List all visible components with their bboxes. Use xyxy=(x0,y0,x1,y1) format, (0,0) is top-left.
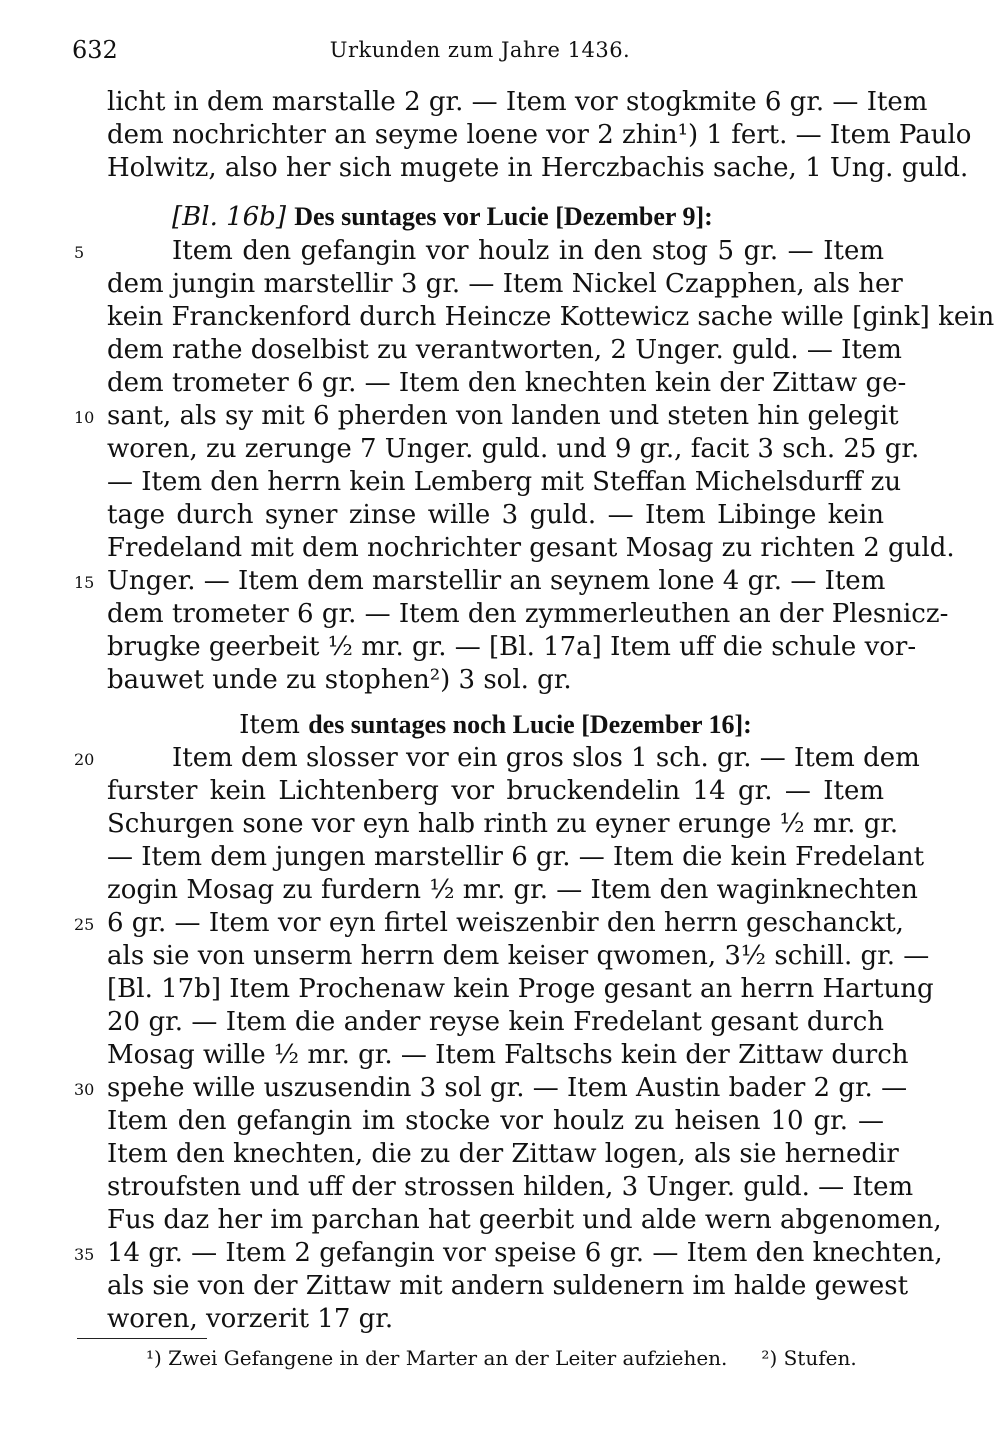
text-line: Item den knechten, die zu der Zittaw logen, als sie hernedir xyxy=(107,1139,899,1169)
line-number: 20 xyxy=(74,750,95,769)
text-line: brugke geerbeit ½ mr. gr. — [Bl. 17a] Item uff die schule vor- xyxy=(107,632,917,662)
line-number: 35 xyxy=(74,1245,95,1264)
footnote-rule xyxy=(77,1338,207,1339)
text-line: Item dem slosser vor ein gros slos 1 sch. gr. — Item dem xyxy=(172,743,920,773)
text-line: Unger. — Item dem marstellir an seynem lone 4 gr. — Item xyxy=(107,566,886,596)
text-line: spehe wille uszusendin 3 sol gr. — Item Austin bader 2 gr. — xyxy=(107,1073,908,1103)
text-line: sant, als sy mit 6 pherden von landen und steten hin gelegit xyxy=(107,401,899,431)
text-line: 14 gr. — Item 2 gefangin vor speise 6 gr. — Item den knechten, xyxy=(107,1238,943,1268)
heading-prefix: Item xyxy=(239,710,300,740)
text-line: Mosag wille ½ mr. gr. — Item Faltschs kein der Zittaw durch xyxy=(107,1040,909,1070)
text-line: Fredeland mit dem nochrichter gesant Mosag zu richten 2 guld. xyxy=(107,533,955,563)
text-line: woren, vorzerit 17 gr. xyxy=(107,1304,394,1334)
text-line: Holwitz, also her sich mugete in Herczbachis sache, 1 Ung. guld. xyxy=(107,153,969,183)
page-number: 632 xyxy=(72,36,118,64)
text-line: bauwet unde zu stophen²) 3 sol. gr. xyxy=(107,665,572,695)
text-line: 20 gr. — Item die ander reyse kein Fredelant gesant durch xyxy=(107,1007,884,1037)
footnotes xyxy=(146,1345,857,1371)
text-line: — Item den herrn kein Lemberg mit Steffan Michelsdurff zu xyxy=(107,467,902,497)
footnote-1: ¹) Zwei Gefangene in der Marter an der Leiter aufziehen. xyxy=(146,1346,728,1370)
text-line: Item den gefangin vor houlz in den stog 5 gr. — Item xyxy=(172,236,884,266)
text-line: zogin Mosag zu furdern ½ mr. gr. — Item den waginknechten xyxy=(107,875,918,905)
line-number: 30 xyxy=(74,1080,95,1099)
text-line: dem rathe doselbist zu verantworten, 2 Unger. guld. — Item xyxy=(107,335,902,365)
section-heading xyxy=(172,201,884,233)
line-number: 25 xyxy=(74,915,95,934)
text-line: dem jungin marstellir 3 gr. — Item Nickel Czapphen, als her xyxy=(107,269,903,299)
text-line: Schurgen sone vor eyn halb rinth zu eyner erunge ½ mr. gr. xyxy=(107,809,899,839)
text-line: stroufsten und uff der strossen hilden, 3 Unger. guld. — Item xyxy=(107,1172,914,1202)
text-line: — Item dem jungen marstellir 6 gr. — Item die kein Fredelant xyxy=(107,842,925,872)
heading-text: Des suntages vor Lucie [Dezember 9]: xyxy=(294,202,713,231)
line-number: 15 xyxy=(74,573,95,592)
text-line: kein Franckenford durch Heincze Kottewicz sache wille [gink] kein xyxy=(107,302,994,332)
text-line: als sie von unserm herrn dem keiser qwomen, 3½ schill. gr. — xyxy=(107,941,930,971)
text-line: furster kein Lichtenberg vor bruckendelin 14 gr. — Item xyxy=(107,776,884,806)
text-line: licht in dem marstalle 2 gr. — Item vor stogkmite 6 gr. — Item xyxy=(107,87,928,117)
footnote-2: ²) Stufen. xyxy=(761,1346,857,1370)
text-line: Fus daz her im parchan hat geerbit und alde wern abgenomen, xyxy=(107,1205,942,1235)
text-line: dem nochrichter an seyme loene vor 2 zhin¹) 1 fert. — Item Paulo xyxy=(107,120,972,150)
line-number: 10 xyxy=(74,408,95,427)
heading-text: des suntages noch Lucie [Dezember 16]: xyxy=(308,710,752,739)
text-line: tage durch syner zinse wille 3 guld. — Item Libinge kein xyxy=(107,500,884,530)
text-line: [Bl. 17b] Item Prochenaw kein Proge gesant an herrn Hartung xyxy=(107,974,934,1004)
folio-reference: [Bl. 16b] xyxy=(172,202,286,232)
section-heading xyxy=(107,709,884,741)
text-line: dem trometer 6 gr. — Item den knechten kein der Zittaw ge- xyxy=(107,368,907,398)
text-line: woren, zu zerunge 7 Unger. guld. und 9 gr., facit 3 sch. 25 gr. xyxy=(107,434,920,464)
text-line: als sie von der Zittaw mit andern suldenern im halde gewest xyxy=(107,1271,909,1301)
line-number: 5 xyxy=(74,243,85,262)
text-line: dem trometer 6 gr. — Item den zymmerleuthen an der Plesnicz- xyxy=(107,599,949,629)
text-line: Item den gefangin im stocke vor houlz zu heisen 10 gr. — xyxy=(107,1106,884,1136)
text-line: 6 gr. — Item vor eyn firtel weiszenbir den herrn geschanckt, xyxy=(107,908,904,938)
running-head: Urkunden zum Jahre 1436. xyxy=(329,38,631,62)
